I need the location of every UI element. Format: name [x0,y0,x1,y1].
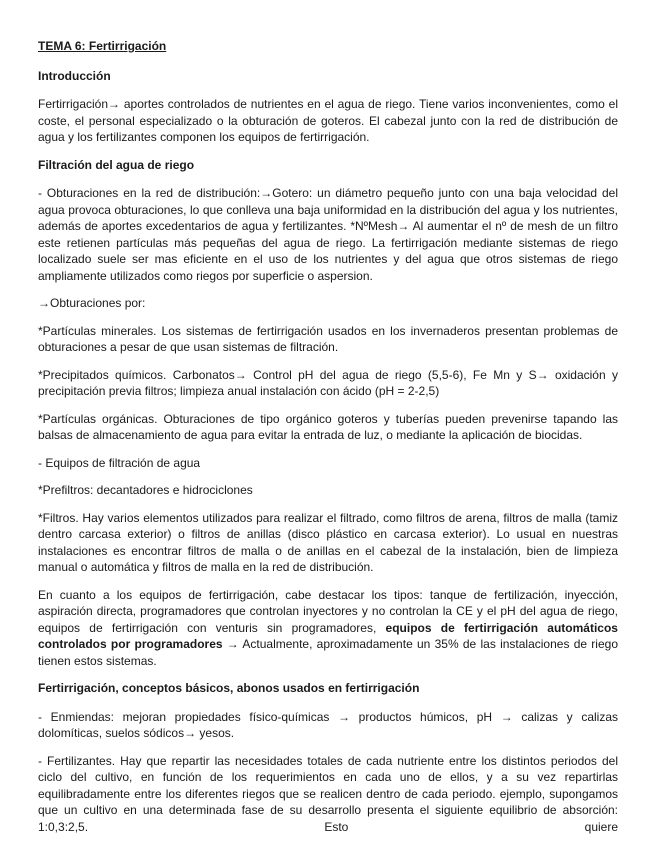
section-heading-introduccion: Introducción [38,68,111,83]
section-heading-conceptos: Fertirrigación, conceptos básicos, abonos usados en fertirrigación [38,681,420,695]
paragraph: Fertirrigación→ aportes controlados de nutrientes en el agua de riego. Tiene varios inconvenientes, como el coste, el personal especializado o la obturación de goteros. El cabezal junto con la red de distribución de agua y los fertilizantes componen los equipos de fertirrigación. [38,97,618,144]
document-page [38,38,618,846]
paragraph: *Partículas minerales. Los sistemas de fertirrigación usados en los invernaderos presentan problemas de obturaciones a pesar de que usan sistemas de filtración. [38,323,618,354]
paragraph: - Equipos de filtración de agua [38,455,201,470]
paragraph: - Obturaciones en la red de distribución:→Gotero: un diámetro pequeño junto con una baja velocidad del agua provoca obturaciones, lo que conlleva una baja uniformidad en la distribución del agua y los nutrientes, además de aportes excedentarios de agua y fertilizantes. *NºMesh→ Al aumentar el nº de mesh de un filtro este retienen partículas más pequeñas del agua de riego. La fertirrigación mediante sistemas de riego localizado suele ser mas eficiente en el uso de los nutrientes y del agua que otros sistemas de riego ampliamente utilizados como riegos por superficie o aspersion. [38,186,618,283]
paragraph-equipos [38,587,618,670]
paragraph: *Precipitados químicos. Carbonatos→ Control pH del agua de riego (5,5-6), Fe Mn y S→ oxidación y precipitación previa filtros; limpieza anual instalación con ácido (pH = 2-2,5) [38,367,618,398]
section-heading-filtracion: Filtración del agua de riego [38,157,195,172]
equipos-bold: equipos de fertirrigación automáticos controlados por programadores → [38,620,618,651]
paragraph: *Partículas orgánicas. Obturaciones de tipo orgánico goteros y tuberías pueden prevenirse tapando las balsas de almacenamiento de agua para evitar la entrada de luz, o mediante la aplicación de biocidas. [38,411,618,442]
paragraph: *Prefiltros: decantadores e hidrociclones [38,483,253,497]
equipos-intro: En cuanto a los equipos de fertirrigación, cabe destacar los tipos: tanque de fertilización, inyección, aspiración directa, programadores que controlan inyectores y no controlan la CE y el pH del agua de riego, equipos de fertirrigación con venturis sin programadores, [38,587,618,635]
paragraph: →Obturaciones por: [38,296,146,310]
equipos-rest: Actualmente, aproximadamente un 35% de las instalaciones de riego tienen estos sistemas. [38,637,618,668]
paragraph: - Fertilizantes. Hay que repartir las necesidades totales de cada nutriente entre los distintos periodos del ciclo del cultivo, en función de los requerimientos en cada uno de ellos, y a su vez repartirlas equilibradamente entre los diferentes riegos que se realicen dentro de cada periodo. ejemplo, supongamos que un cultivo en una determinada fase de su desarrollo presenta el siguiente equilibrio de absorción: 1:0,3:2,5. Esto quiere [38,753,618,834]
paragraph: *Filtros. Hay varios elementos utilizados para realizar el filtrado, como filtros de arena, filtros de malla (tamiz dentro carcasa exterior) o filtros de anillas (disco plástico en carcasa exterior). Lo usual en nuestras instalaciones es encontrar filtros de malla o de anillas en el cabezal de la instalación, bien de limpieza manual o automática y filtros de malla en la red de distribución. [38,510,618,574]
document-title: TEMA 6: Fertirrigación [38,39,167,53]
paragraph: - Enmiendas: mejoran propiedades físico-químicas → productos húmicos, pH → calizas y calizas dolomíticas, suelos sódicos→ yesos. [38,709,618,740]
